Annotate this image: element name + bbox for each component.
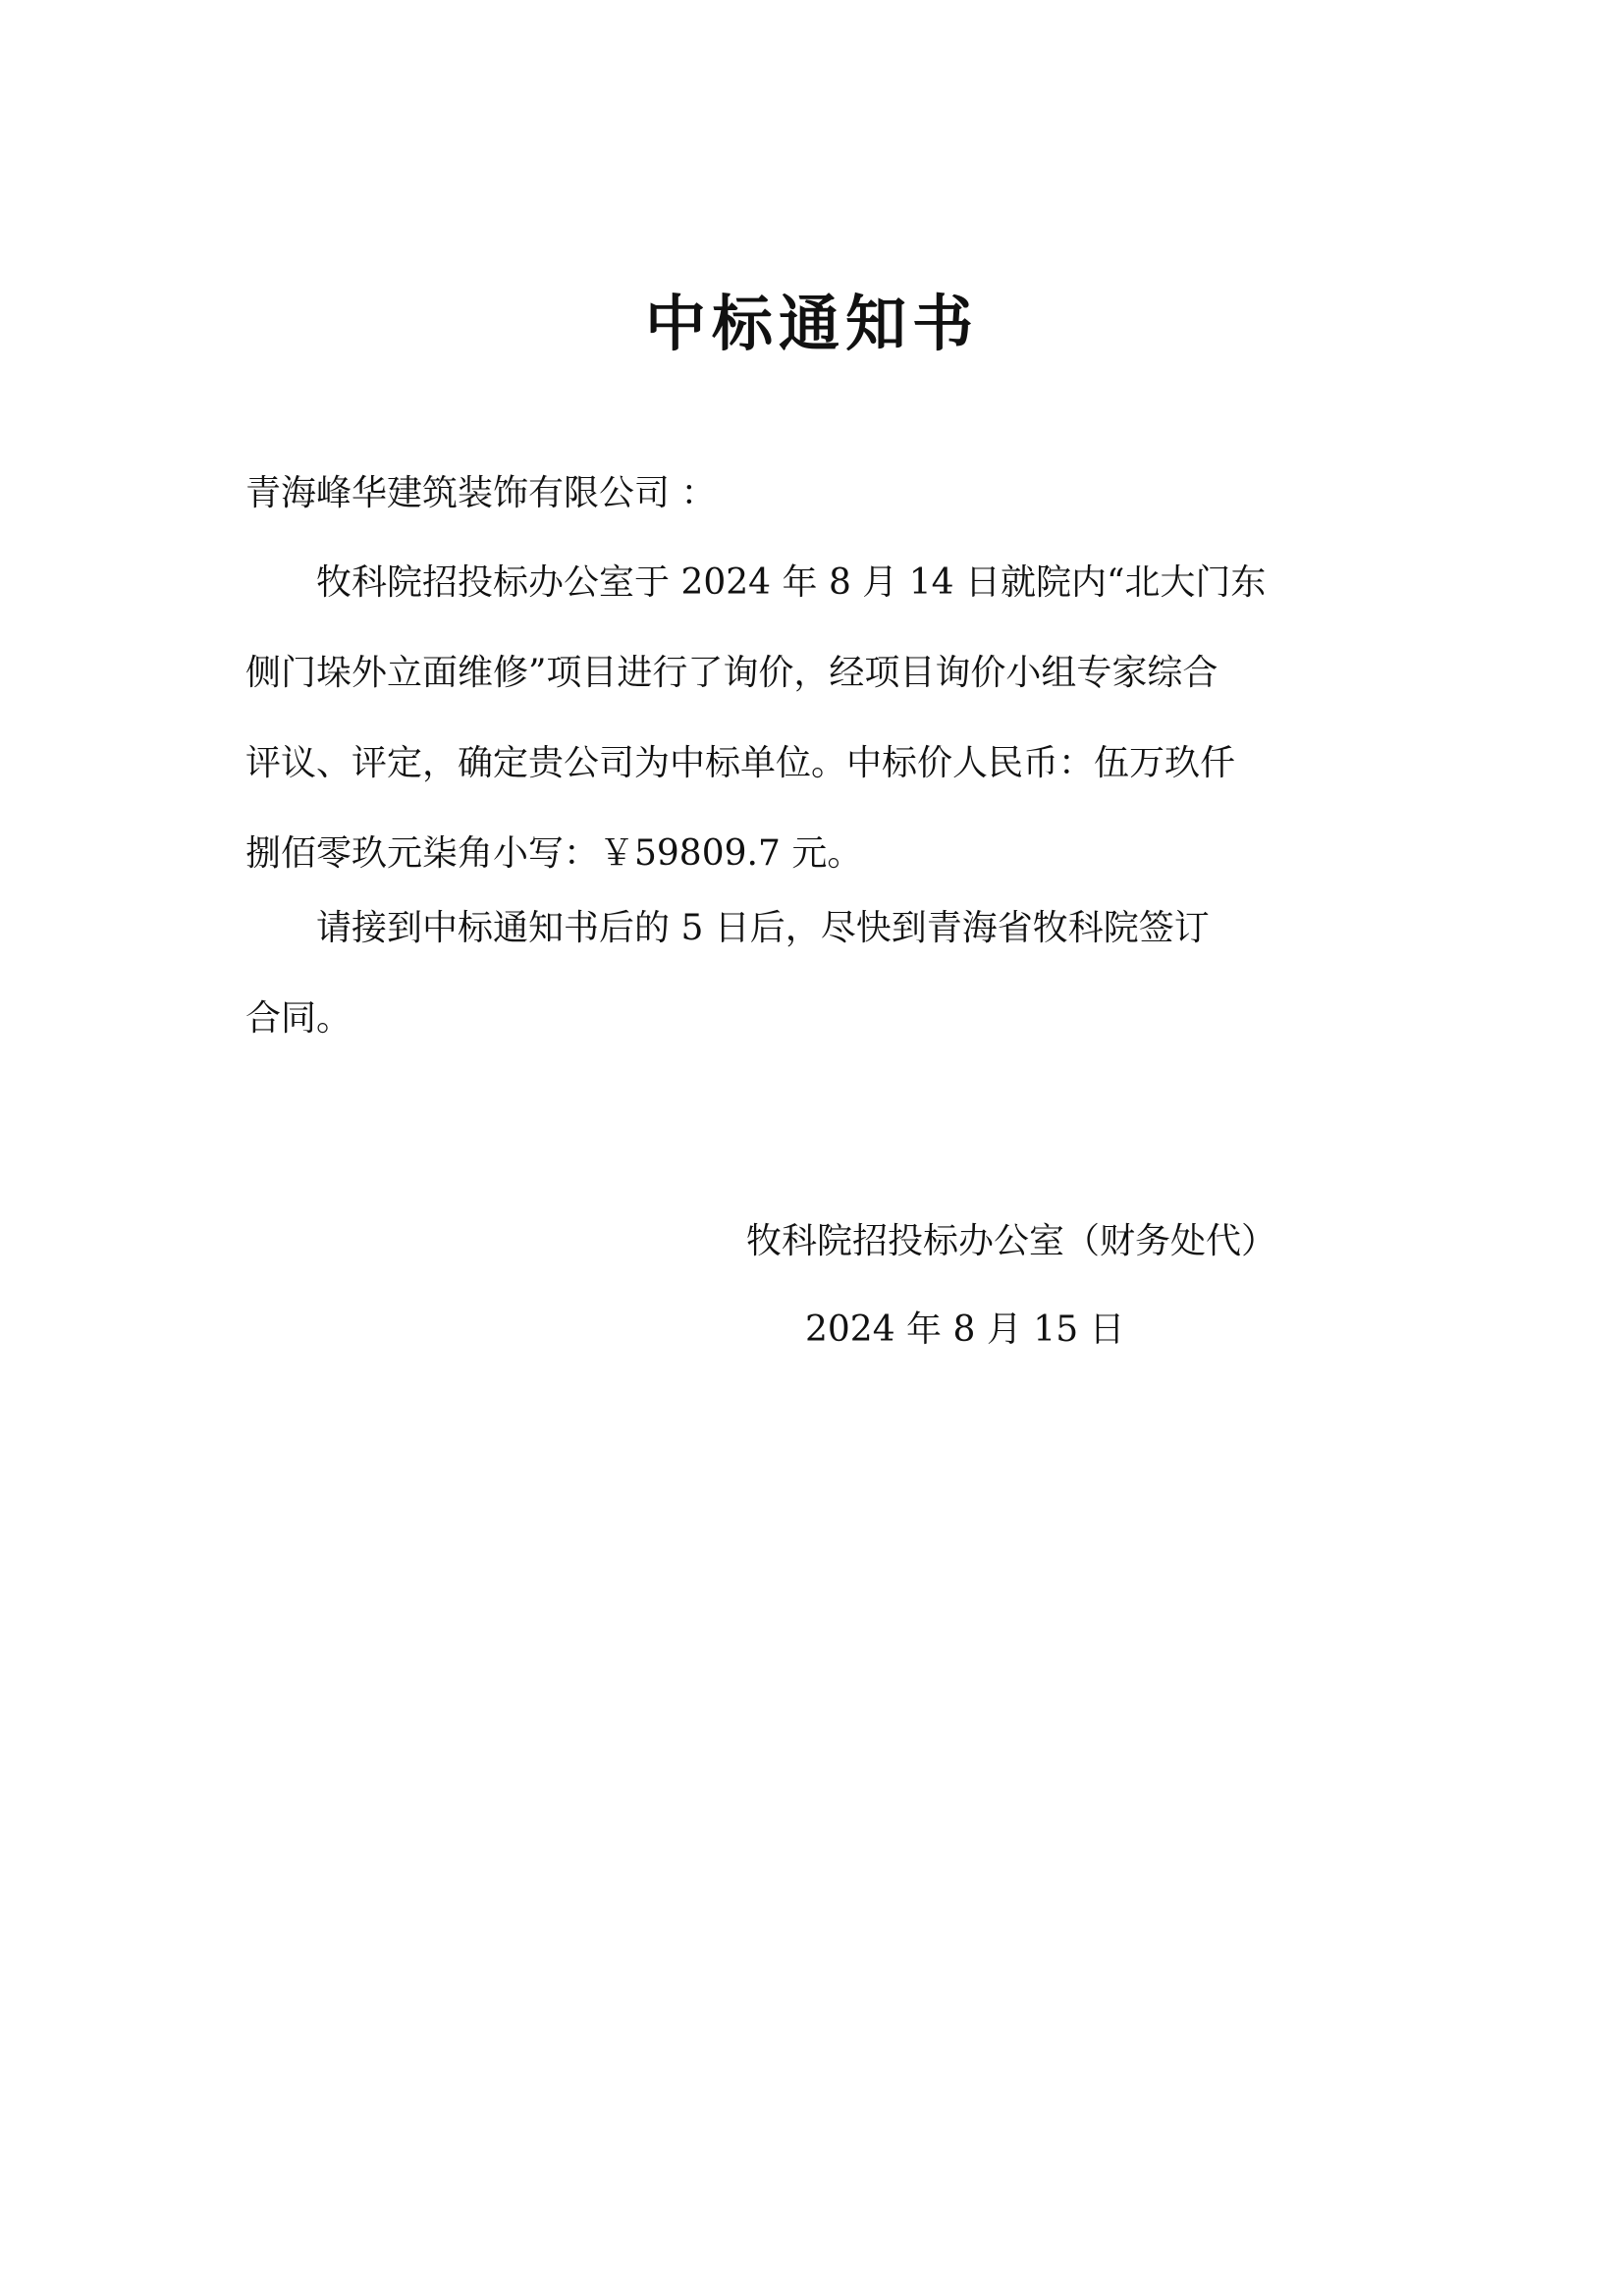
- document-title: 中标通知书: [644, 288, 979, 359]
- paragraph-award-details: [245, 538, 1394, 899]
- recipient-line: 青海峰华建筑装饰有限公司 ：: [245, 473, 717, 513]
- paragraph-line: 合同。: [245, 998, 352, 1039]
- paragraph-line: 捌佰零玖元柒角小写：￥59809.7 元。: [245, 833, 863, 874]
- paragraph-line: 请接到中标通知书后的 5 日后，尽快到青海省牧科院签订: [245, 908, 1210, 948]
- paragraph-line: 侧门垛外立面维修”项目进行了询价，经项目询价小组专家综合: [245, 653, 1218, 693]
- paragraph-contract-instructions: [245, 883, 1394, 1064]
- issuer-signature: 牧科院招投标办公室（财务处代）: [746, 1221, 1277, 1261]
- paragraph-line: 牧科院招投标办公室于 2024 年 8 月 14 日就院内“北大门东: [245, 562, 1267, 603]
- issue-date: 2024 年 8 月 15 日: [805, 1309, 1125, 1350]
- paragraph-line: 评议、评定，确定贵公司为中标单位。中标价人民币：伍万玖仟: [245, 743, 1236, 783]
